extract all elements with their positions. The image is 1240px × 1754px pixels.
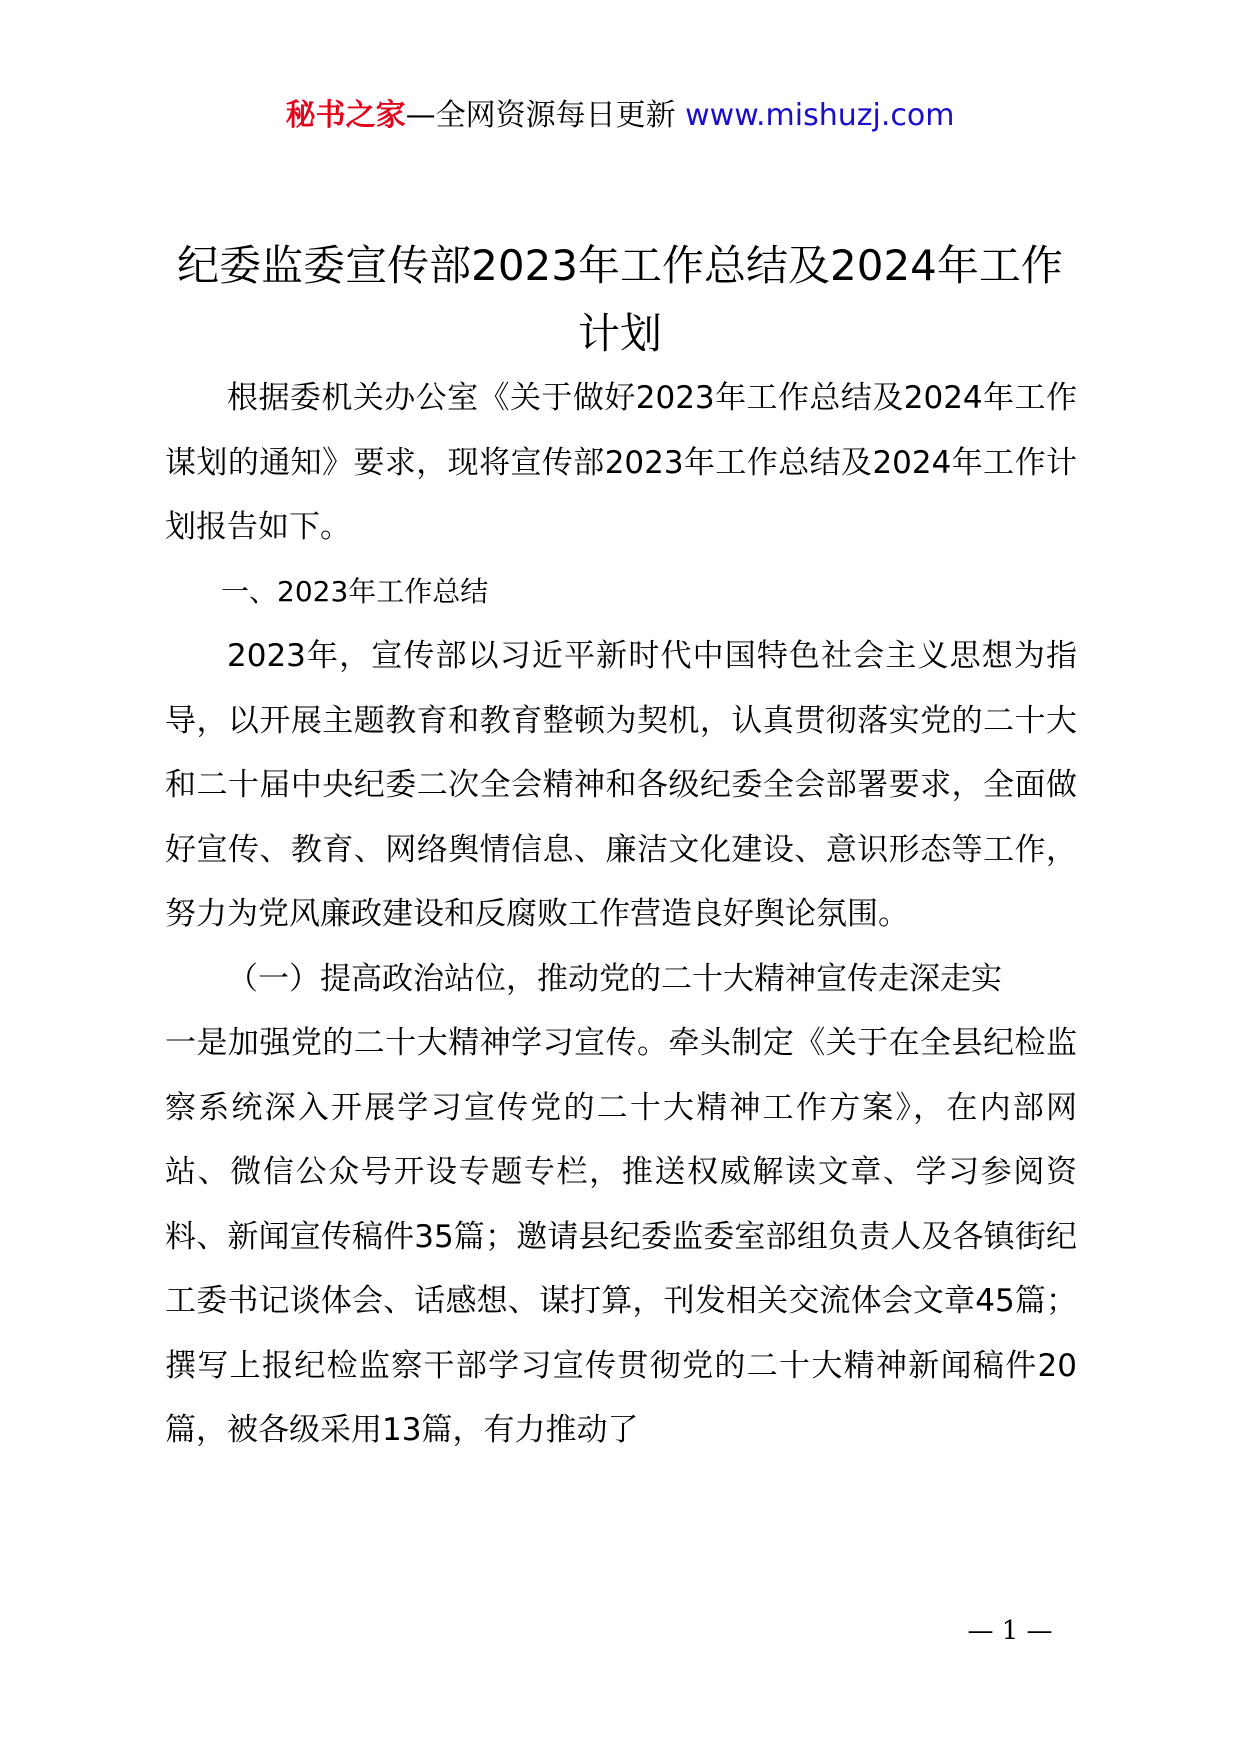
document-title: 纪委监委宣传部2023年工作总结及2024年工作计划 bbox=[177, 241, 1063, 358]
summary-paragraph: 2023年，宣传部以习近平新时代中国特色社会主义思想为指导，以开展主题教育和教育整顿为契机，认真贯彻落实党的二十大和二十届中央纪委二次全会精神和各级纪委全会部署要求，全面做好宣传、教育、网络舆情信息、廉洁文化建设、意识形态等工作，努力为党风廉政建设和反腐败工作营造良好舆论氛围。 bbox=[165, 638, 1077, 932]
page-number: — 1 — bbox=[967, 1616, 1053, 1646]
site-name: 秘书之家 bbox=[285, 98, 406, 133]
site-header bbox=[0, 96, 1240, 136]
intro-paragraph: 根据委机关办公室《关于做好2023年工作总结及2024年工作谋划的通知》要求，现将宣传部2023年工作总结及2024年工作计划报告如下。 bbox=[165, 380, 1077, 545]
subsection-heading-1: （一）提高政治站位，推动党的二十大精神宣传走深走实 bbox=[227, 960, 1002, 997]
detail-paragraph: 一是加强党的二十大精神学习宣传。牵头制定《关于在全县纪检监察系统深入开展学习宣传党的二十大精神工作方案》，在内部网站、微信公众号开设专题专栏，推送权威解读文章、学习参阅资料、新闻宣传稿件35篇；邀请县纪委监委室部组负责人及各镇街纪工委书记谈体会、话感想、谋打算，刊发相关交流体会文章45篇；撰写上报纪检监察干部学习宣传贯彻党的二十大精神新闻稿件20篇，被各级采用13篇，有力推动了 bbox=[165, 1025, 1077, 1448]
section-heading-1: 一、2023年工作总结 bbox=[221, 574, 489, 608]
site-tagline: —全网资源每日更新 bbox=[405, 98, 686, 133]
site-url-link[interactable]: www.mishuzj.com bbox=[685, 98, 955, 133]
document-body bbox=[165, 366, 1077, 1463]
